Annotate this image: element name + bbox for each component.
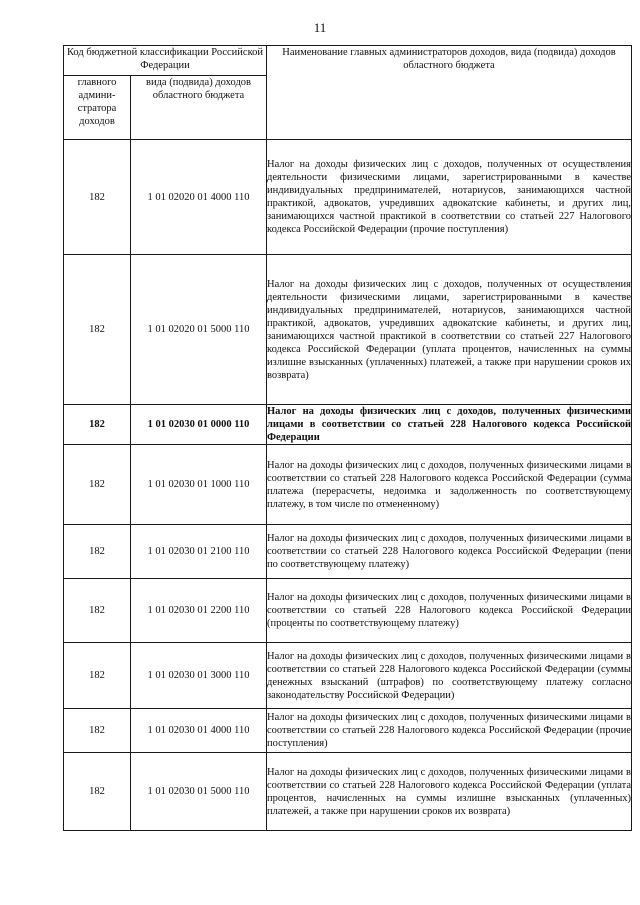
table-row [64,255,632,405]
table-row [64,405,632,445]
admin-code-cell: 182 [64,405,131,445]
admin-code-cell: 182 [64,140,131,255]
admin-code-cell: 182 [64,709,131,753]
income-name-cell: Налог на доходы физических лиц с доходов, полученных физическими лицами в соответствии со статьей 228 Налогового кодекса Российской Федерации (проценты по соответствующему платежу) [267,579,632,643]
admin-code-cell: 182 [64,643,131,709]
admin-code-cell: 182 [64,525,131,579]
income-code-cell: 1 01 02030 01 2100 110 [131,525,267,579]
admin-code-cell: 182 [64,445,131,525]
table-row [64,140,632,255]
income-code-cell: 1 01 02030 01 5000 110 [131,753,267,831]
income-code-cell: 1 01 02020 01 4000 110 [131,140,267,255]
header-group-title: Код бюджетной классификации Российской Федерации [64,46,267,76]
income-name-cell: Налог на доходы физических лиц с доходов, полученных от осуществления деятельности физическими лицами, зарегистрированными в качестве индивидуальных предпринимателей, нотариусов, занимающихся частной практикой, адвокатов, учредивших адвокатские кабинеты, и других лиц, занимающихся частной практикой в соответствии со статьей 227 Налогового кодекса Российской Федерации (уплата процентов, начисленных на суммы излишне взысканных (уплаченных) платежей, а также при нарушении сроков их возврата) [267,255,632,405]
income-code-cell: 1 01 02020 01 5000 110 [131,255,267,405]
income-code-cell: 1 01 02030 01 4000 110 [131,709,267,753]
admin-code-cell: 182 [64,579,131,643]
table-row [64,525,632,579]
admin-code-cell: 182 [64,753,131,831]
page-number: 11 [313,20,327,35]
income-code-cell: 1 01 02030 01 0000 110 [131,405,267,445]
table-row [64,753,632,831]
budget-classification-table [63,45,632,831]
income-code-cell: 1 01 02030 01 1000 110 [131,445,267,525]
table-row [64,709,632,753]
income-name-cell: Налог на доходы физических лиц с доходов, полученных физическими лицами в соответствии со статьей 228 Налогового кодекса Российской Федерации (суммы денежных взысканий (штрафов) по соответствующему платежу согласно законодательству Российской Федерации) [267,643,632,709]
table-row [64,445,632,525]
income-name-cell: Налог на доходы физических лиц с доходов, полученных физическими лицами в соответствии со статьей 228 Налогового кодекса Российской Федерации (прочие поступления) [267,709,632,753]
header-row-1 [64,46,632,76]
admin-code-cell: 182 [64,255,131,405]
header-name-column: Наименование главных администраторов доходов, вида (подвида) доходов областного бюджета [267,46,632,140]
income-name-cell: Налог на доходы физических лиц с доходов, полученных физическими лицами в соответствии со статьей 228 Налогового кодекса Российской Федерации (уплата процентов, начисленных на суммы излишне взысканных (уплаченных) платежей, а также при нарушении сроков их возврата) [267,753,632,831]
table-row [64,643,632,709]
table-row [64,579,632,643]
income-code-cell: 1 01 02030 01 2200 110 [131,579,267,643]
header-code-column: вида (подвида) доходов областного бюджета [131,76,267,140]
income-name-cell: Налог на доходы физических лиц с доходов, полученных физическими лицами в соответствии со статьей 228 Налогового кодекса Российской Федерации (сумма платежа (перерасчеты, недоимка и задолженность по соответствующему платежу, в том числе по отмененному) [267,445,632,525]
income-code-cell: 1 01 02030 01 3000 110 [131,643,267,709]
income-name-cell: Налог на доходы физических лиц с доходов, полученных физическими лицами в соответствии со статьей 228 Налогового кодекса Российской Федерации [267,406,631,443]
income-name-cell: Налог на доходы физических лиц с доходов, полученных физическими лицами в соответствии со статьей 228 Налогового кодекса Российской Федерации (пени по соответствующему платежу) [267,525,632,579]
income-name-cell: Налог на доходы физических лиц с доходов, полученных от осуществления деятельности физическими лицами, зарегистрированными в качестве индивидуальных предпринимателей, нотариусов, занимающихся частной практикой, адвокатов, учредивших адвокатские кабинеты, и других лиц, занимающихся частной практикой в соответствии со статьей 227 Налогового кодекса Российской Федерации (прочие поступления) [267,140,632,255]
header-admin-column: главного админи-стратора доходов [64,76,131,140]
